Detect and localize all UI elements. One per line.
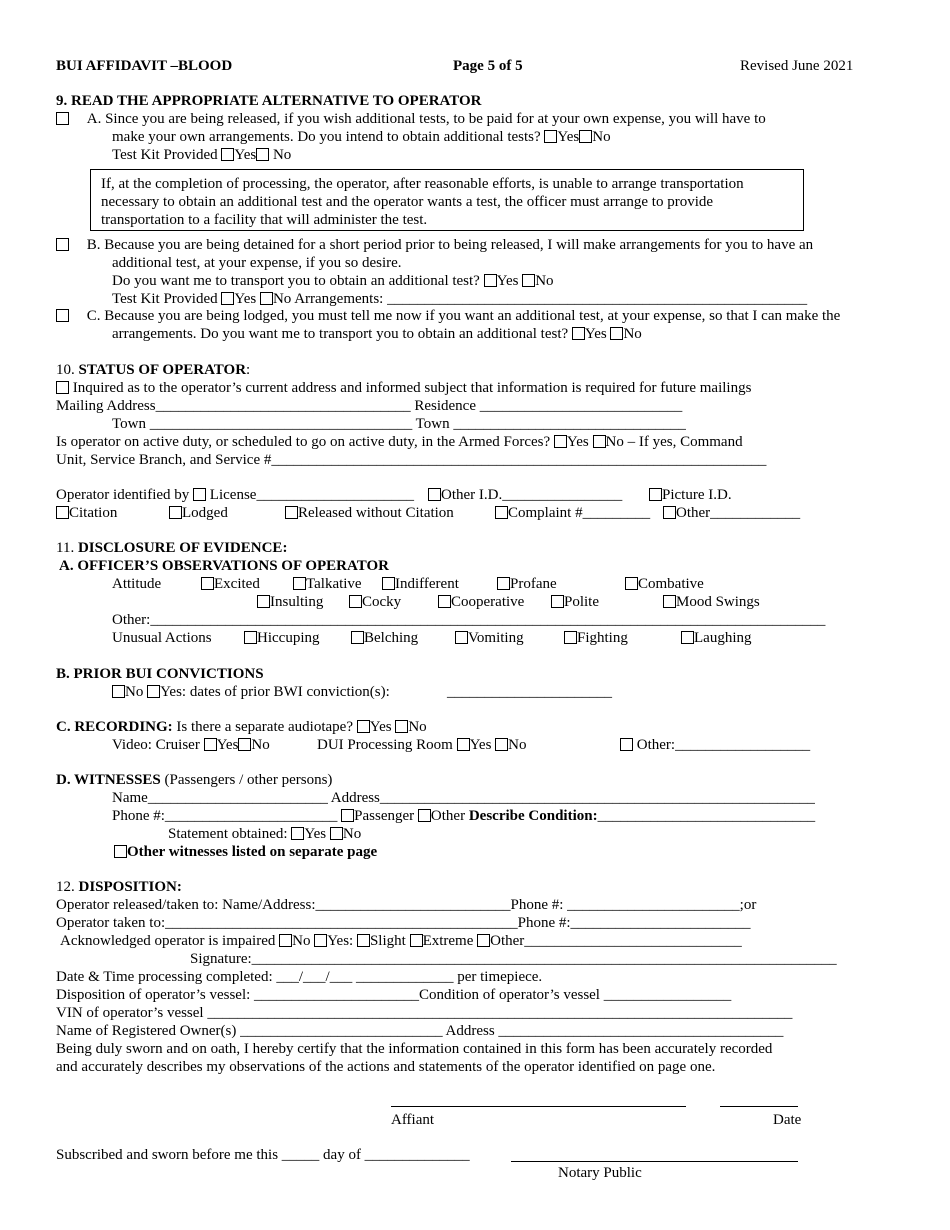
impaired-yes-label: Yes:: [327, 933, 357, 949]
a-tests-yes-checkbox[interactable]: [544, 130, 557, 143]
b-transport-no-checkbox[interactable]: [522, 274, 535, 287]
section-number: 11.: [56, 540, 75, 556]
date-label: Date: [773, 1112, 802, 1128]
signature-field[interactable]: Signature:______________________________________________________________________________: [190, 951, 837, 967]
observations-other-field[interactable]: Other:__________________________________________________________________________________________: [112, 612, 826, 628]
vomiting-row: [455, 629, 524, 647]
no-label: No: [408, 719, 427, 735]
yes-label: Yes: [584, 326, 607, 342]
license-field[interactable]: License_____________________: [206, 487, 414, 503]
laughing-label: Laughing: [694, 630, 752, 646]
extreme-label: Extreme: [422, 933, 478, 949]
impaired-no-checkbox[interactable]: [279, 934, 292, 947]
indifferent-row: [382, 575, 459, 593]
vin-field[interactable]: VIN of operator’s vessel ______________________________________________________________________________: [56, 1005, 793, 1021]
identified-row: [56, 486, 414, 504]
cocky-row: [349, 593, 401, 611]
mood-swings-label: Mood Swings: [676, 594, 760, 610]
affiant-signature-line[interactable]: [391, 1106, 686, 1107]
recording-other-field[interactable]: Other:__________________: [633, 737, 811, 753]
armed-forces-question: Is operator on active duty, or scheduled to go on active duty, in the Armed Forces?: [56, 434, 554, 450]
option-c-question: [112, 325, 642, 343]
laughing-checkbox[interactable]: [681, 631, 694, 644]
notary-label: Notary Public: [558, 1165, 642, 1181]
no-label: No: [592, 129, 611, 145]
lodged-row: [169, 504, 228, 522]
slight-label: Slight: [369, 933, 410, 949]
notary-signature-line[interactable]: [511, 1161, 798, 1162]
yes-label: Yes: [369, 719, 392, 735]
section-title: DISCLOSURE OF EVIDENCE:: [77, 540, 288, 556]
form-title: BUI AFFIDAVIT –BLOOD: [56, 58, 233, 74]
no-label: No: [535, 273, 554, 289]
taken-to-field[interactable]: Operator taken to:_______________________________________________Phone #:________________________: [56, 915, 751, 931]
yes-label: Yes: [304, 826, 327, 842]
statement-no-checkbox[interactable]: [330, 827, 343, 840]
picture-id-checkbox[interactable]: [649, 488, 662, 501]
recording-row: [56, 718, 427, 736]
other-status-checkbox[interactable]: [663, 506, 676, 519]
no-label: No: [342, 826, 362, 842]
slight-checkbox[interactable]: [357, 934, 370, 947]
video-row: [112, 736, 270, 754]
no-label: No: [623, 326, 642, 342]
section-10-heading: 10. STATUS OF OPERATOR:: [56, 362, 251, 378]
cocky-checkbox[interactable]: [349, 595, 362, 608]
describe-condition-label: Describe Condition:: [468, 808, 598, 824]
polite-checkbox[interactable]: [551, 595, 564, 608]
lodged-label: Lodged: [182, 505, 228, 521]
cocky-label: Cocky: [362, 594, 402, 610]
yes-label: Yes: [234, 147, 257, 163]
other-status-field[interactable]: Other____________: [676, 505, 801, 521]
town-field[interactable]: Town ___________________________________ Town _______________________________: [112, 416, 686, 432]
citation-label: Citation: [69, 505, 118, 521]
option-a-question: [112, 128, 611, 146]
other-witness-label: Other: [430, 808, 469, 824]
option-b-checkbox[interactable]: [56, 238, 69, 251]
option-c-checkbox[interactable]: [56, 309, 69, 322]
complaint-field[interactable]: Complaint #_________: [508, 505, 651, 521]
no-label: No: [272, 147, 292, 163]
option-b-text: B. Because you are being detained for a short period prior to being released, I will make arrangements for you to have an: [86, 237, 814, 253]
subscribed-field[interactable]: Subscribed and sworn before me this _____ day of ______________: [56, 1147, 470, 1163]
released-to-field[interactable]: Operator released/taken to: Name/Address:__________________________Phone #: _______________________;or: [56, 897, 757, 913]
belching-label: Belching: [364, 630, 419, 646]
option-a-checkbox[interactable]: [56, 112, 69, 125]
recording-heading: C. RECORDING:: [56, 719, 173, 735]
option-b-question: [112, 272, 554, 290]
prior-yes-label: Yes: dates of prior BWI conviction(s):: [160, 684, 390, 700]
dui-yes-checkbox[interactable]: [457, 738, 470, 751]
option-a-text: A. Since you are being released, if you wish additional tests, to be paid for at your own expense, you will have to: [86, 111, 766, 127]
oath-text-1: Being duly sworn and on oath, I hereby certify that the information contained in this form has been accurately recorded: [56, 1041, 773, 1057]
section-11-heading: [56, 539, 287, 557]
mood-swings-checkbox[interactable]: [663, 595, 676, 608]
prior-no-checkbox[interactable]: [112, 685, 125, 698]
hiccuping-label: Hiccuping: [257, 630, 320, 646]
vessel-disposition-field[interactable]: Disposition of operator’s vessel: ______________________Condition of operator’s vessel _________________: [56, 987, 732, 1003]
profane-row: [497, 575, 557, 593]
inquired-checkbox[interactable]: [56, 381, 69, 394]
cooperative-label: Cooperative: [451, 594, 525, 610]
impaired-other-checkbox[interactable]: [477, 934, 490, 947]
prior-yes-checkbox[interactable]: [147, 685, 160, 698]
unusual-actions-label: Unusual Actions: [112, 630, 212, 646]
cooperative-checkbox[interactable]: [438, 595, 451, 608]
yes-label: Yes: [557, 129, 580, 145]
impaired-row: [60, 932, 742, 950]
section-12-heading: [56, 878, 182, 896]
datetime-field[interactable]: Date & Time processing completed: ___/___/___ _____________ per timepiece.: [56, 969, 543, 985]
describe-condition-field[interactable]: _____________________________: [597, 808, 816, 824]
released-label: Released without Citation: [298, 505, 454, 521]
mailing-address-field[interactable]: Mailing Address__________________________________ Residence ___________________________: [56, 398, 683, 414]
yes-label: Yes: [234, 291, 257, 307]
laughing-row: [681, 629, 752, 647]
a-kit-no-checkbox[interactable]: [256, 148, 269, 161]
audiotape-question: Is there a separate audiotape?: [172, 719, 357, 735]
prior-dates-field[interactable]: ______________________: [447, 684, 612, 700]
profane-label: Profane: [510, 576, 557, 592]
picture-id-label: Picture I.D.: [662, 487, 732, 503]
section-number: 12.: [56, 879, 75, 895]
prior-no-label: No: [125, 684, 148, 700]
a-test-kit-row: [112, 146, 291, 164]
dui-room-label: DUI Processing Room: [317, 737, 457, 753]
other-id-field[interactable]: Other I.D.________________: [441, 487, 623, 503]
other-status-row: [663, 504, 800, 522]
other-witnesses-row: [114, 843, 377, 861]
option-a-question-text: make your own arrangements. Do you intend to obtain additional tests?: [112, 129, 545, 145]
service-number-field[interactable]: Unit, Service Branch, and Service #__________________________________________________________________: [56, 452, 767, 468]
inquired-row: [56, 379, 751, 397]
prior-convictions-row: [112, 683, 390, 701]
polite-row: [551, 593, 599, 611]
insulting-label: Insulting: [270, 594, 324, 610]
fighting-checkbox[interactable]: [564, 631, 577, 644]
test-kit-label: Test Kit Provided: [112, 291, 222, 307]
a-kit-yes-checkbox[interactable]: [221, 148, 234, 161]
inquired-text: Inquired as to the operator’s current address and informed subject that information is required for future mailings: [69, 380, 752, 396]
identified-label: Operator identified by: [56, 487, 194, 503]
vomiting-label: Vomiting: [468, 630, 524, 646]
hiccuping-row: [244, 629, 319, 647]
hiccuping-checkbox[interactable]: [244, 631, 257, 644]
b-transport-yes-checkbox[interactable]: [484, 274, 497, 287]
option-b-row: [56, 236, 813, 254]
audiotape-no-checkbox[interactable]: [395, 720, 408, 733]
impaired-label: Acknowledged operator is impaired: [60, 933, 280, 949]
option-b-text-2: additional test, at your expense, if you so desire.: [112, 255, 402, 271]
indifferent-label: Indifferent: [395, 576, 459, 592]
c-transport-yes-checkbox[interactable]: [572, 327, 585, 340]
excited-checkbox[interactable]: [201, 577, 214, 590]
impaired-yes-checkbox[interactable]: [314, 934, 327, 947]
citation-checkbox[interactable]: [56, 506, 69, 519]
impaired-other-field[interactable]: Other_____________________________: [490, 933, 742, 949]
recording-other-checkbox[interactable]: [620, 738, 633, 751]
picture-id-row: [649, 486, 732, 504]
armed-no-checkbox[interactable]: [593, 435, 606, 448]
a-tests-no-checkbox[interactable]: [579, 130, 592, 143]
revision-date: Revised June 2021: [740, 58, 854, 74]
b-test-kit-row: [112, 290, 807, 308]
no-label: No: [251, 737, 270, 753]
released-row: [285, 504, 454, 522]
talkative-row: [293, 575, 362, 593]
c-transport-no-checkbox[interactable]: [610, 327, 623, 340]
transportation-notice-box: [90, 169, 804, 231]
affiant-label: Affiant: [391, 1112, 435, 1128]
witness-name-address-field[interactable]: Name________________________ Address__________________________________________________________: [112, 790, 815, 806]
released-checkbox[interactable]: [285, 506, 298, 519]
test-kit-label: Test Kit Provided: [112, 147, 222, 163]
option-c-row: [56, 307, 840, 325]
yes-label: Yes: [496, 273, 519, 289]
polite-label: Polite: [564, 594, 600, 610]
witness-phone-field[interactable]: Phone #:_______________________: [112, 808, 342, 824]
license-checkbox[interactable]: [193, 488, 206, 501]
belching-checkbox[interactable]: [351, 631, 364, 644]
date-line[interactable]: [720, 1106, 798, 1107]
option-c-text: C. Because you are being lodged, you must tell me now if you want an additional test, at your expense, so that I can make the: [86, 308, 841, 324]
armed-forces-row: [56, 433, 743, 451]
observations-heading: A. OFFICER’S OBSERVATIONS OF OPERATOR: [59, 558, 389, 574]
other-id-checkbox[interactable]: [428, 488, 441, 501]
passenger-checkbox[interactable]: [341, 809, 354, 822]
option-c-question-text: arrangements. Do you want me to transport you to obtain an additional test?: [112, 326, 572, 342]
no-label: No: [292, 933, 311, 949]
witness-phone-row: [112, 807, 815, 825]
witnesses-heading-row: [56, 771, 332, 789]
no-label: No: [508, 737, 527, 753]
talkative-checkbox[interactable]: [293, 577, 306, 590]
audiotape-yes-checkbox[interactable]: [357, 720, 370, 733]
yes-label: Yes: [216, 737, 239, 753]
other-witness-checkbox[interactable]: [418, 809, 431, 822]
dui-room-row: [317, 736, 527, 754]
prior-convictions-heading: B. PRIOR BUI CONVICTIONS: [56, 666, 264, 682]
witnesses-heading: D. WITNESSES: [56, 772, 161, 788]
combative-label: Combative: [638, 576, 704, 592]
cooperative-row: [438, 593, 524, 611]
statement-label: Statement obtained:: [168, 826, 292, 842]
talkative-label: Talkative: [306, 576, 362, 592]
statement-yes-checkbox[interactable]: [291, 827, 304, 840]
option-b-question-text: Do you want me to transport you to obtain an additional test?: [112, 273, 484, 289]
mood-swings-row: [663, 593, 760, 611]
transportation-notice-text: If, at the completion of processing, the operator, after reasonable efforts, is unable to arrange transportation necessary to obtain an additional test and the operator wants a test, the officer must arrange to provide transportation to a facility that will administer the test.: [101, 176, 744, 228]
dui-no-checkbox[interactable]: [495, 738, 508, 751]
indifferent-checkbox[interactable]: [382, 577, 395, 590]
armed-no-label: No – If yes, Command: [605, 434, 743, 450]
vomiting-checkbox[interactable]: [455, 631, 468, 644]
other-witnesses-label: Other witnesses listed on separate page: [127, 844, 378, 860]
extreme-checkbox[interactable]: [410, 934, 423, 947]
page-number: Page 5 of 5: [453, 58, 523, 74]
b-kit-no-checkbox[interactable]: [260, 292, 273, 305]
recording-other-row: [620, 736, 810, 754]
attitude-label: Attitude: [112, 576, 162, 592]
video-cruiser-label: Video: Cruiser: [112, 737, 204, 753]
section-title: STATUS OF OPERATOR: [78, 362, 247, 378]
armed-yes-checkbox[interactable]: [554, 435, 567, 448]
citation-row: [56, 504, 117, 522]
other-witnesses-checkbox[interactable]: [114, 845, 127, 858]
arrangements-field[interactable]: No Arrangements: ________________________________________________________: [272, 291, 808, 307]
other-id-row: [428, 486, 622, 504]
section-number: 10.: [56, 362, 75, 378]
excited-row: [201, 575, 260, 593]
combative-row: [625, 575, 704, 593]
lodged-checkbox[interactable]: [169, 506, 182, 519]
excited-label: Excited: [214, 576, 260, 592]
section-9-heading: 9. READ THE APPROPRIATE ALTERNATIVE TO OPERATOR: [56, 93, 482, 109]
fighting-row: [564, 629, 628, 647]
belching-row: [351, 629, 418, 647]
yes-label: Yes: [469, 737, 492, 753]
cruiser-no-checkbox[interactable]: [238, 738, 251, 751]
cruiser-yes-checkbox[interactable]: [204, 738, 217, 751]
yes-label: Yes: [566, 434, 589, 450]
insulting-row: [257, 593, 323, 611]
complaint-checkbox[interactable]: [495, 506, 508, 519]
passenger-label: Passenger: [354, 808, 418, 824]
insulting-checkbox[interactable]: [257, 595, 270, 608]
witnesses-subheading: (Passengers / other persons): [160, 772, 333, 788]
complaint-row: [495, 504, 650, 522]
oath-text-2: and accurately describes my observations of the actions and statements of the operator identified on page one.: [56, 1059, 716, 1075]
statement-row: [168, 825, 361, 843]
registered-owner-field[interactable]: Name of Registered Owner(s) ___________________________ Address ______________________________________: [56, 1023, 784, 1039]
b-kit-yes-checkbox[interactable]: [221, 292, 234, 305]
combative-checkbox[interactable]: [625, 577, 638, 590]
profane-checkbox[interactable]: [497, 577, 510, 590]
section-title: DISPOSITION:: [78, 879, 182, 895]
option-a-row: [56, 110, 766, 128]
fighting-label: Fighting: [577, 630, 628, 646]
